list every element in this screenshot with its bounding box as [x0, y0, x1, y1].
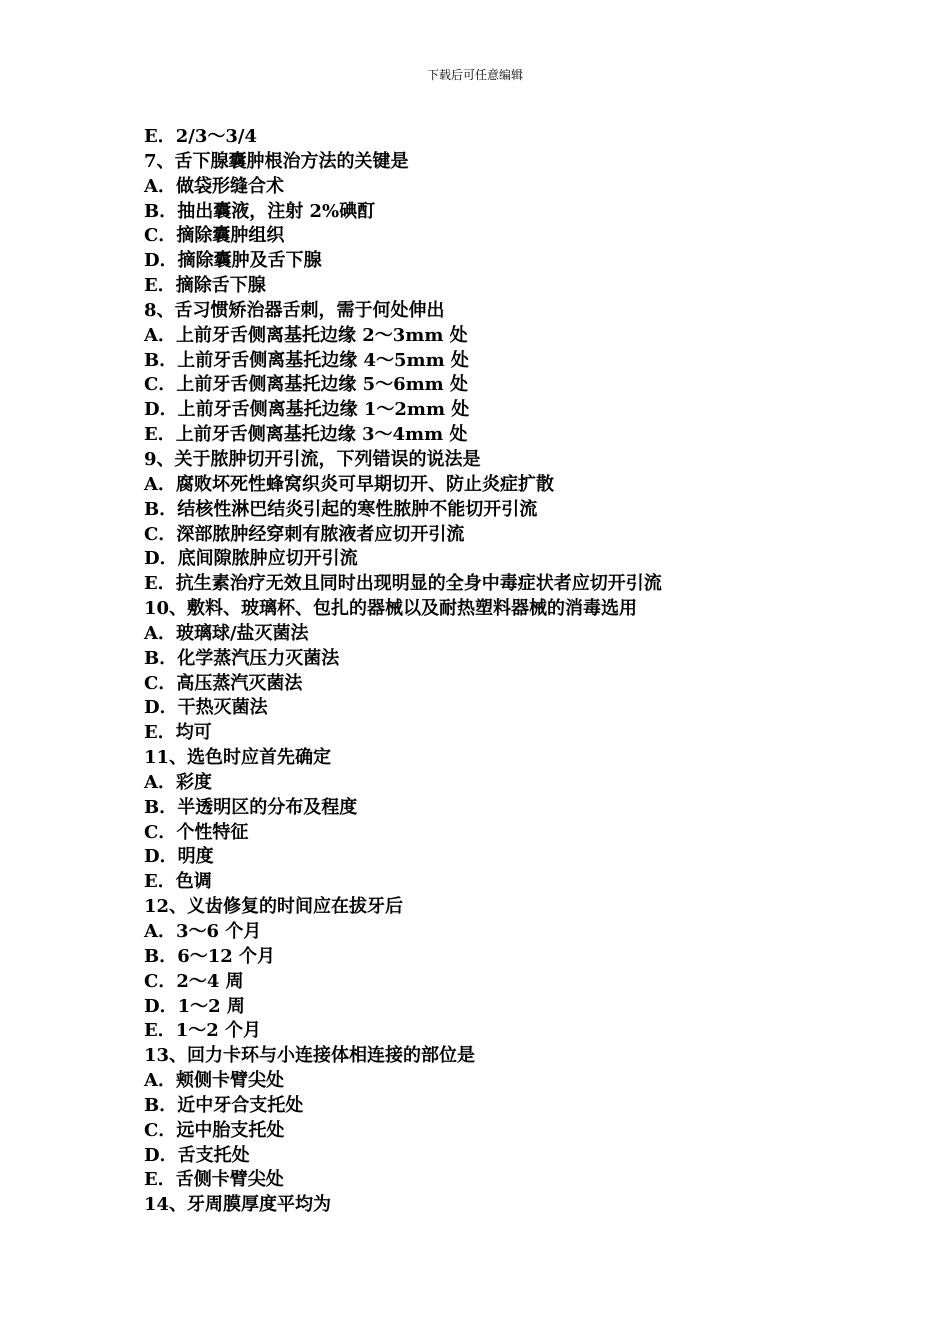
answer-option: D．明度: [144, 846, 214, 868]
answer-option: D．舌支托处: [144, 1144, 250, 1166]
answer-option: E．色调: [144, 871, 212, 893]
answer-option: B．上前牙舌侧离基托边缘 4～5mm 处: [144, 349, 469, 371]
answer-option: A．3～6 个月: [144, 921, 262, 942]
answer-option: A．颊侧卡臂尖处: [144, 1070, 284, 1092]
answer-option: D．底间隙脓肿应切开引流: [144, 548, 358, 570]
answer-option: A．腐败坏死性蜂窝织炎可早期切开、防止炎症扩散: [144, 473, 554, 495]
page-header: 下载后可任意编辑: [426, 68, 523, 82]
answer-option: D．干热灭菌法: [144, 697, 268, 719]
answer-option: E．抗生素治疗无效且同时出现明显的全身中毒症状者应切开引流: [144, 573, 662, 595]
answer-option: A．彩度: [144, 771, 212, 793]
question-text: 12、义齿修复的时间应在拔牙后: [144, 896, 404, 918]
answer-option: A．做袋形缝合术: [144, 175, 284, 197]
answer-option: B．结核性淋巴结炎引起的寒性脓肿不能切开引流: [144, 498, 538, 520]
answer-option: C．深部脓肿经穿刺有脓液者应切开引流: [144, 523, 465, 545]
question-text: 13、回力卡环与小连接体相连接的部位是: [144, 1045, 476, 1067]
answer-option: B．化学蒸汽压力灭菌法: [144, 647, 340, 669]
document-body: [144, 125, 844, 1218]
answer-option: B．半透明区的分布及程度: [144, 796, 358, 818]
question-text: 11、选色时应首先确定: [144, 747, 332, 769]
question-text: 8、舌习惯矫治器舌刺，需于何处伸出: [144, 299, 445, 321]
answer-option: E．均可: [144, 722, 212, 744]
answer-option: C．2～4 周: [144, 970, 244, 992]
question-text: 7、舌下腺囊肿根治方法的关键是: [144, 150, 409, 172]
question-text: 9、关于脓肿切开引流，下列错误的说法是: [144, 448, 481, 470]
question-text: 10、敷料、玻璃杯、包扎的器械以及耐热塑料器械的消毒选用: [144, 598, 638, 620]
answer-option: B．抽出囊液，注射 2%碘酊: [144, 200, 376, 222]
answer-option: E．摘除舌下腺: [144, 275, 266, 297]
answer-option: C．高压蒸汽灭菌法: [144, 672, 303, 694]
answer-option: A．上前牙舌侧离基托边缘 2～3mm 处: [144, 324, 468, 346]
answer-option: C．上前牙舌侧离基托边缘 5～6mm 处: [144, 374, 468, 396]
answer-option: C．摘除囊肿组织: [144, 225, 285, 247]
answer-option: D．1～2 周: [144, 995, 245, 1017]
answer-option: D．摘除囊肿及舌下腺: [144, 250, 322, 272]
answer-option: B．6～12 个月: [144, 945, 276, 967]
answer-option: E．舌侧卡臂尖处: [144, 1169, 284, 1191]
answer-option: E．1～2 个月: [144, 1020, 262, 1042]
answer-option: C．远中胎支托处: [144, 1119, 285, 1141]
answer-option: A．玻璃球/盐灭菌法: [144, 622, 309, 644]
answer-option: D．上前牙舌侧离基托边缘 1～2mm 处: [144, 399, 470, 421]
answer-option: C．个性特征: [144, 821, 249, 843]
question-text: 14、牙周膜厚度平均为: [144, 1194, 332, 1216]
answer-option: E．上前牙舌侧离基托边缘 3～4mm 处: [144, 424, 468, 446]
answer-option: B．近中牙合支托处: [144, 1094, 304, 1116]
answer-option: E．2/3～3/4: [144, 126, 257, 147]
